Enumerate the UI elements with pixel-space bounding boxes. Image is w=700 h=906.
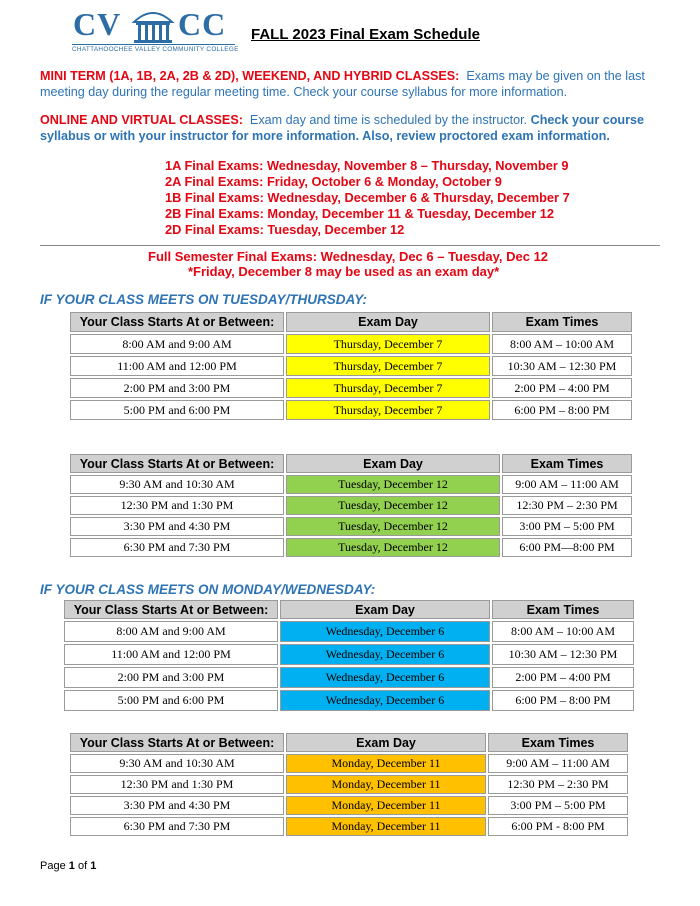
mw-table-2	[68, 731, 630, 838]
finals-2a: 2A Final Exams: Friday, October 6 & Monday, October 9	[165, 174, 502, 189]
table-row	[70, 796, 628, 815]
divider	[40, 245, 660, 246]
table-row	[70, 496, 632, 515]
cell-start: 12:30 PM and 1:30 PM	[70, 775, 284, 794]
page-footer	[40, 860, 96, 872]
finals-2d: 2D Final Exams: Tuesday, December 12	[165, 222, 405, 237]
table-row	[70, 356, 632, 376]
cell-start: 8:00 AM and 9:00 AM	[70, 334, 284, 354]
cell-times: 2:00 PM – 4:00 PM	[492, 667, 634, 688]
tuth-table-1	[68, 310, 634, 422]
cell-times: 8:00 AM – 10:00 AM	[492, 621, 634, 642]
table-row	[64, 667, 634, 688]
finals-1b: 1B Final Exams: Wednesday, December 6 & Thursday, December 7	[165, 190, 570, 205]
table-header-row	[70, 454, 632, 473]
cell-day: Thursday, December 7	[286, 334, 490, 354]
mini-term-text: Exams may be given on the last meeting day during the regular meeting time. Check your course syllabus for more information.	[40, 69, 645, 99]
cell-start: 5:00 PM and 6:00 PM	[70, 400, 284, 420]
col-header-start: Your Class Starts At or Between:	[70, 454, 284, 473]
col-header-day: Exam Day	[286, 733, 486, 752]
cell-times: 9:00 AM – 11:00 AM	[488, 754, 628, 773]
page-title: FALL 2023 Final Exam Schedule	[251, 26, 480, 43]
mini-term-label: MINI TERM (1A, 1B, 2A, 2B & 2D), WEEKEND, AND HYBRID CLASSES:	[40, 69, 460, 83]
finals-1a: 1A Final Exams: Wednesday, November 8 – Thursday, November 9	[165, 158, 569, 173]
table-row	[70, 334, 632, 354]
table-row	[70, 754, 628, 773]
cell-times: 6:00 PM – 8:00 PM	[492, 400, 632, 420]
cell-day: Wednesday, December 6	[280, 621, 490, 642]
mini-term-finals	[165, 158, 570, 238]
full-semester-dates: Full Semester Final Exams: Wednesday, Dec 6 – Tuesday, Dec 12	[148, 249, 549, 264]
table-row	[64, 644, 634, 665]
logo-letters-left: CV	[73, 6, 122, 42]
cell-times: 10:30 AM – 12:30 PM	[492, 356, 632, 376]
cell-start: 12:30 PM and 1:30 PM	[70, 496, 284, 515]
table-row	[70, 817, 628, 836]
col-header-times: Exam Times	[502, 454, 632, 473]
col-header-times: Exam Times	[488, 733, 628, 752]
mw-heading: IF YOUR CLASS MEETS ON MONDAY/WEDNESDAY:	[40, 582, 376, 597]
col-header-day: Exam Day	[280, 600, 490, 619]
col-header-start: Your Class Starts At or Between:	[70, 312, 284, 332]
mw-table-1	[62, 598, 636, 713]
cell-day: Monday, December 11	[286, 754, 486, 773]
col-header-day: Exam Day	[286, 312, 490, 332]
cell-day: Wednesday, December 6	[280, 690, 490, 711]
cell-times: 2:00 PM – 4:00 PM	[492, 378, 632, 398]
cell-times: 3:00 PM – 5:00 PM	[502, 517, 632, 536]
cell-day: Tuesday, December 12	[286, 517, 500, 536]
cell-times: 6:00 PM – 8:00 PM	[492, 690, 634, 711]
table-header-row	[64, 600, 634, 619]
mini-term-notice	[40, 68, 665, 100]
cell-start: 11:00 AM and 12:00 PM	[70, 356, 284, 376]
col-header-day: Exam Day	[286, 454, 500, 473]
table-header-row	[70, 312, 632, 332]
cell-start: 2:00 PM and 3:00 PM	[70, 378, 284, 398]
cell-start: 6:30 PM and 7:30 PM	[70, 538, 284, 557]
cell-day: Thursday, December 7	[286, 356, 490, 376]
footer-page-total: 1	[90, 860, 97, 872]
cell-day: Monday, December 11	[286, 775, 486, 794]
table-row	[70, 378, 632, 398]
cell-times: 3:00 PM – 5:00 PM	[488, 796, 628, 815]
building-icon	[130, 6, 176, 44]
cell-times: 12:30 PM – 2:30 PM	[502, 496, 632, 515]
cell-start: 5:00 PM and 6:00 PM	[64, 690, 278, 711]
cell-times: 10:30 AM – 12:30 PM	[492, 644, 634, 665]
tuth-heading: IF YOUR CLASS MEETS ON TUESDAY/THURSDAY:	[40, 292, 368, 307]
cell-day: Tuesday, December 12	[286, 475, 500, 494]
cell-day: Monday, December 11	[286, 817, 486, 836]
online-notice	[40, 112, 665, 144]
footer-of-word: of	[77, 860, 88, 872]
cell-day: Thursday, December 7	[286, 378, 490, 398]
cell-start: 3:30 PM and 4:30 PM	[70, 796, 284, 815]
col-header-times: Exam Times	[492, 600, 634, 619]
cell-day: Tuesday, December 12	[286, 496, 500, 515]
cell-start: 9:30 AM and 10:30 AM	[70, 475, 284, 494]
cell-day: Thursday, December 7	[286, 400, 490, 420]
cell-start: 8:00 AM and 9:00 AM	[64, 621, 278, 642]
cell-day: Tuesday, December 12	[286, 538, 500, 557]
table-row	[70, 475, 632, 494]
table-row	[70, 538, 632, 557]
cell-start: 9:30 AM and 10:30 AM	[70, 754, 284, 773]
online-label: ONLINE AND VIRTUAL CLASSES:	[40, 113, 243, 127]
cell-day: Monday, December 11	[286, 796, 486, 815]
cell-times: 8:00 AM – 10:00 AM	[492, 334, 632, 354]
table-row	[64, 621, 634, 642]
cell-times: 6:00 PM - 8:00 PM	[488, 817, 628, 836]
table-row	[70, 400, 632, 420]
cell-start: 11:00 AM and 12:00 PM	[64, 644, 278, 665]
table-row	[64, 690, 634, 711]
table-row	[70, 517, 632, 536]
logo-college-name: CHATTAHOOCHEE VALLEY COMMUNITY COLLEGE	[72, 46, 239, 53]
online-text-bold: Check your course syllabus or with your instructor for more information. Also, review proctored exam information.	[40, 113, 645, 143]
footer-page-word: Page	[40, 860, 66, 872]
table-row	[70, 775, 628, 794]
col-header-start: Your Class Starts At or Between:	[70, 733, 284, 752]
footer-page-number: 1	[68, 860, 75, 872]
college-logo	[70, 6, 239, 53]
cell-day: Wednesday, December 6	[280, 667, 490, 688]
logo-letters-right: CC	[178, 6, 227, 42]
cell-start: 6:30 PM and 7:30 PM	[70, 817, 284, 836]
full-semester-note: *Friday, December 8 may be used as an exam day*	[188, 264, 500, 279]
cell-day: Wednesday, December 6	[280, 644, 490, 665]
cell-start: 3:30 PM and 4:30 PM	[70, 517, 284, 536]
table-header-row	[70, 733, 628, 752]
tuth-table-2	[68, 452, 634, 559]
cell-times: 6:00 PM—8:00 PM	[502, 538, 632, 557]
cell-times: 9:00 AM – 11:00 AM	[502, 475, 632, 494]
col-header-times: Exam Times	[492, 312, 632, 332]
cell-times: 12:30 PM – 2:30 PM	[488, 775, 628, 794]
online-text: Exam day and time is scheduled by the instructor.	[249, 113, 528, 127]
col-header-start: Your Class Starts At or Between:	[64, 600, 278, 619]
cell-start: 2:00 PM and 3:00 PM	[64, 667, 278, 688]
finals-2b: 2B Final Exams: Monday, December 11 & Tuesday, December 12	[165, 206, 555, 221]
